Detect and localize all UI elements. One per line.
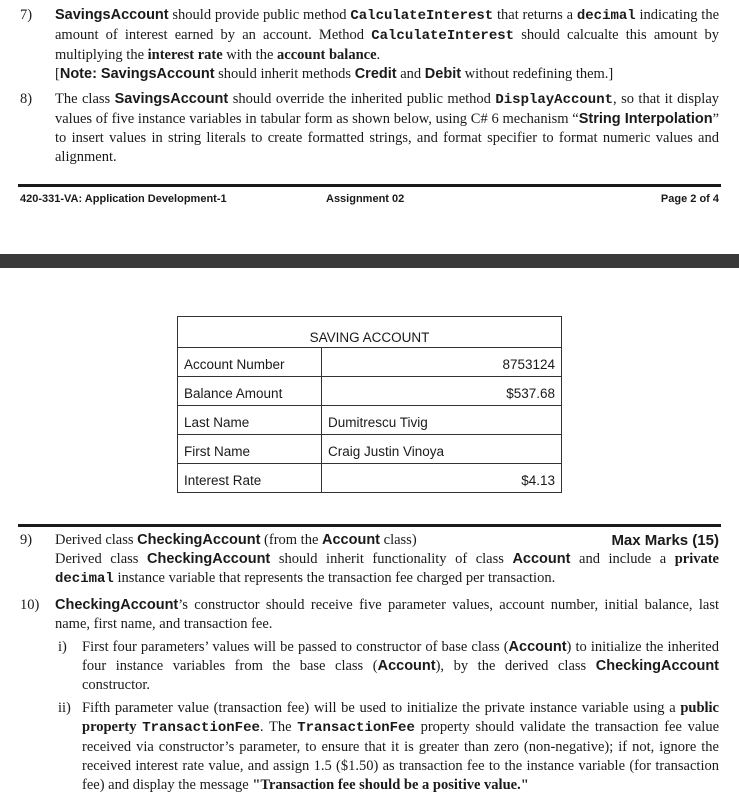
class-name: Account	[508, 639, 567, 655]
footer-course: 420-331-VA: Application Development-1	[20, 193, 227, 205]
saving-account-table	[177, 316, 562, 493]
item-8	[20, 90, 719, 167]
row-value: $537.68	[322, 377, 562, 406]
table-row	[178, 435, 562, 464]
method-name: DisplayAccount	[495, 92, 613, 108]
table-row	[178, 464, 562, 493]
row-value: Craig Justin Vinoya	[322, 435, 562, 464]
class-name: CheckingAccount	[55, 597, 179, 613]
table-row	[178, 406, 562, 435]
section-rule	[18, 524, 721, 527]
item-number: 9)	[20, 532, 33, 548]
class-name: Account	[322, 532, 381, 548]
table-row	[178, 348, 562, 377]
class-name: SavingsAccount	[55, 7, 169, 23]
row-value: Dumitrescu Tivig	[322, 406, 562, 435]
sub-item-i: i) First four parameters’ values will be passed to constructor of base class (Account) to initialize the inherited four instance variables from the base class (Account), by the derived class CheckingAccount constructor.	[58, 639, 719, 693]
type-name: decimal	[55, 571, 114, 587]
row-label: Interest Rate	[178, 464, 322, 493]
validation-message: "Transaction fee should be a positive value."	[252, 777, 529, 793]
footer-page: Page 2 of 4	[660, 193, 719, 205]
row-label: Balance Amount	[178, 377, 322, 406]
sub-item-ii: ii) Fifth parameter value (transaction fee) will be used to initialize the private instance variable using a public property TransactionFee. The TransactionFee property should validate the transaction fee value received via constructor’s parameter, to ensure that it is greater than zero (non-negative); if not, ignore the received interest rate value, and assign 1.5 ($1.50) as transaction fee to the instance variable (for transaction fee) and display the message "Transaction fee should be a positive value."	[58, 700, 720, 793]
class-name: CheckingAccount	[595, 658, 719, 674]
item-10	[20, 596, 719, 795]
class-name: CheckingAccount	[137, 532, 261, 548]
footer-rule	[18, 184, 721, 187]
item-9-text: Derived class CheckingAccount (from the Account class) Max Marks (15) Derived class CheckingAccount should inherit functionality of class Account and include a private decimal instance variable that represents the transaction fee charged per transaction.	[55, 532, 719, 587]
row-label: First Name	[178, 435, 322, 464]
item-number: 7)	[20, 7, 33, 23]
table-row	[178, 377, 562, 406]
class-name: Account	[512, 551, 571, 567]
row-label: Last Name	[178, 406, 322, 435]
method-name: CalculateInterest	[350, 8, 494, 24]
method-name: CalculateInterest	[371, 28, 515, 44]
table-title: SAVING ACCOUNT	[178, 317, 562, 348]
item-7-text: SavingsAccount should provide public method CalculateInterest that returns a decimal indicating the amount of interest earned by an account. Method CalculateInterest should calcualte this amount by multiplying the interest rate with the account balance. [Note: SavingsAccount should inherit methods Credit and Debit without redefining them.]	[55, 7, 720, 82]
note: [Note: SavingsAccount should inherit methods Credit and Debit without redefining them.]	[55, 66, 614, 82]
item-9	[20, 531, 719, 589]
row-value: $4.13	[322, 464, 562, 493]
footer-assignment: Assignment 02	[326, 193, 405, 205]
item-8-text: The class SavingsAccount should override the inherited public method DisplayAccount, so that it display values of five instance variables in tabular form as shown below, using C# 6 mechanism “String Interpolation” to insert values in string literals to create formatted strings, and format specifier to format numeric values and alignment.	[55, 91, 720, 165]
row-label: Account Number	[178, 348, 322, 377]
class-name: Account	[377, 658, 436, 674]
max-marks: Max Marks (15)	[611, 532, 719, 549]
item-10-text: CheckingAccount’s constructor should receive five parameter values, account number, initial balance, last name, first name, and transaction fee.	[55, 597, 719, 632]
property-name: TransactionFee	[142, 720, 260, 736]
class-name: SavingsAccount	[114, 91, 229, 107]
property-name: TransactionFee	[297, 720, 415, 736]
row-value: 8753124	[322, 348, 562, 377]
item-number: 8)	[20, 91, 33, 107]
item-number: 10)	[20, 597, 40, 613]
type-name: decimal	[576, 8, 636, 24]
class-name: CheckingAccount	[147, 551, 271, 567]
page-break-bar	[0, 254, 739, 268]
item-7	[20, 6, 719, 84]
page-footer	[18, 190, 721, 208]
